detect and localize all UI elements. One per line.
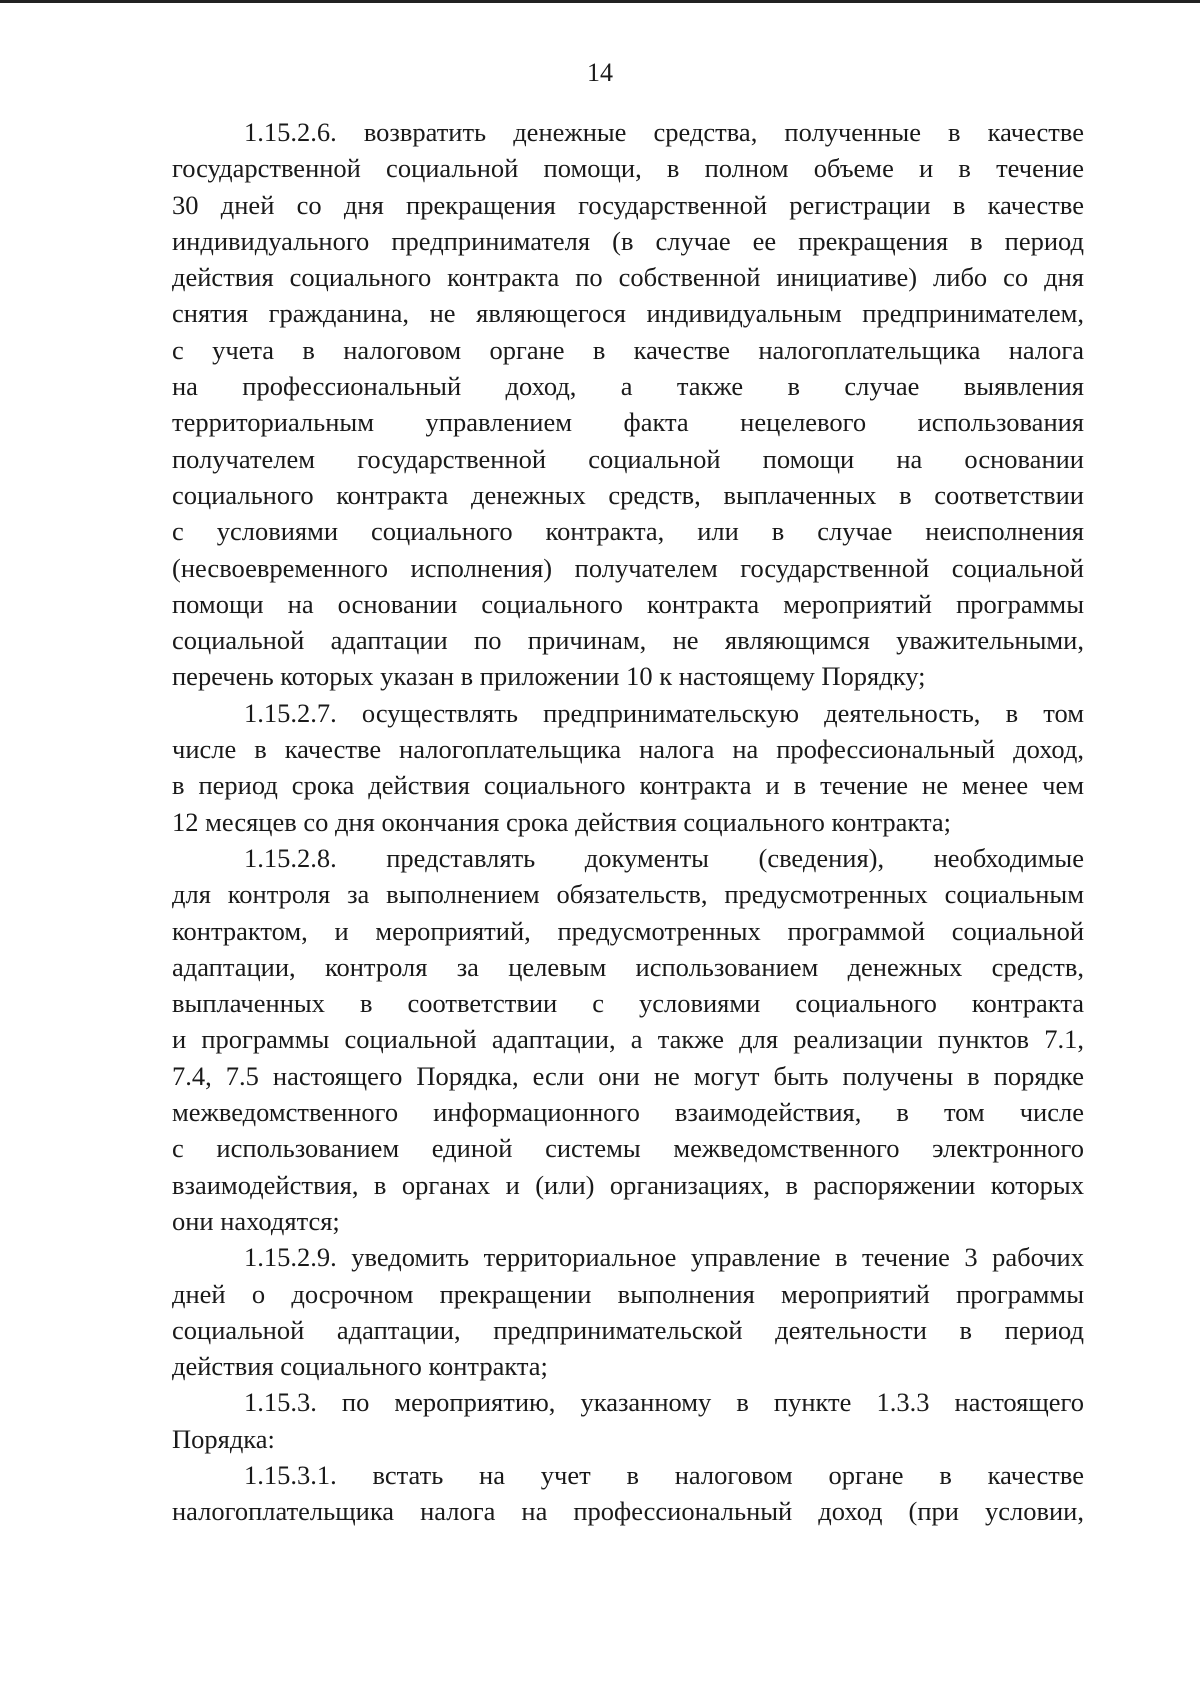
body-text [172,114,1084,1530]
text-line: и программы социальной адаптации, а также для реализации пунктов 7.1, [172,1024,1084,1055]
text-line: 30 дней со дня прекращения государственной регистрации в качестве [172,189,1084,220]
text-line: 1.15.3. по мероприятию, указанному в пункте 1.3.3 настоящего [244,1387,1084,1418]
text-line: межведомственного информационного взаимодействия, в том числе [172,1097,1084,1128]
page-number: 14 [587,58,613,87]
text-line: действия социального контракта; [172,1351,548,1382]
text-line: с условиями социального контракта, или в случае неисполнения [172,516,1084,547]
text-line: выплаченных в соответствии с условиями социального контракта [172,988,1084,1019]
text-line: 12 месяцев со дня окончания срока действия социального контракта; [172,806,951,837]
text-line: перечень которых указан в приложении 10 к настоящему Порядку; [172,661,926,692]
paragraph-1-15-2-8 [172,840,1084,1239]
text-line: помощи на основании социального контракта мероприятий программы [172,588,1084,619]
text-line: 1.15.3.1. встать на учет в налоговом органе в качестве [244,1459,1084,1490]
text-line: 1.15.2.7. осуществлять предпринимательскую деятельность, в том [244,697,1084,728]
scan-top-edge [0,0,1200,3]
text-line: адаптации, контроля за целевым использованием денежных средств, [172,951,1084,982]
paragraph-1-15-2-7 [172,695,1084,840]
paragraph-1-15-2-6 [172,114,1084,695]
text-line: социальной адаптации, предпринимательской деятельности в период [172,1314,1084,1345]
text-line: территориальным управлением факта нецелевого использования [172,407,1084,438]
text-line: 1.15.2.9. уведомить территориальное управление в течение 3 рабочих [244,1242,1084,1273]
text-line: 1.15.2.8. представлять документы (сведения), необходимые [244,842,1084,873]
paragraph-1-15-3-1 [172,1457,1084,1530]
text-line: взаимодействия, в органах и (или) организациях, в распоряжении которых [172,1169,1084,1200]
text-line: дней о досрочном прекращении выполнения мероприятий программы [172,1278,1084,1309]
text-line: налогоплательщика налога на профессиональный доход (при условии, [172,1496,1084,1527]
text-line: получателем государственной социальной помощи на основании [172,443,1084,474]
text-line: действия социального контракта по собственной инициативе) либо со дня [172,262,1084,293]
text-line: 7.4, 7.5 настоящего Порядка, если они не могут быть получены в порядке [172,1060,1084,1091]
text-line: (несвоевременного исполнения) получателем государственной социальной [172,552,1084,583]
text-line: 1.15.2.6. возвратить денежные средства, полученные в качестве [244,117,1084,147]
text-line: с учета в налоговом органе в качестве налогоплательщика налога [172,334,1084,365]
text-line: числе в качестве налогоплательщика налога на профессиональный доход, [172,734,1084,765]
paragraph-1-15-3 [172,1384,1084,1457]
text-line: для контроля за выполнением обязательств, предусмотренных социальным [172,879,1084,910]
text-line: контрактом, и мероприятий, предусмотренных программой социальной [172,915,1084,946]
text-line: снятия гражданина, не являющегося индивидуальным предпринимателем, [172,298,1084,329]
text-line: с использованием единой системы межведомственного электронного [172,1133,1084,1164]
text-line: на профессиональный доход, а также в случае выявления [172,371,1084,402]
text-line: социального контракта денежных средств, выплаченных в соответствии [172,479,1084,510]
text-line: Порядка: [172,1423,275,1454]
text-line: они находятся; [172,1205,340,1236]
text-line: в период срока действия социального контракта и в течение не менее чем [172,770,1084,801]
text-line: социальной адаптации по причинам, не являющимся уважительными, [172,625,1084,656]
text-line: государственной социальной помощи, в полном объеме и в течение [172,153,1084,184]
paragraph-1-15-2-9 [172,1239,1084,1384]
text-line: индивидуального предпринимателя (в случае ее прекращения в период [172,225,1084,256]
